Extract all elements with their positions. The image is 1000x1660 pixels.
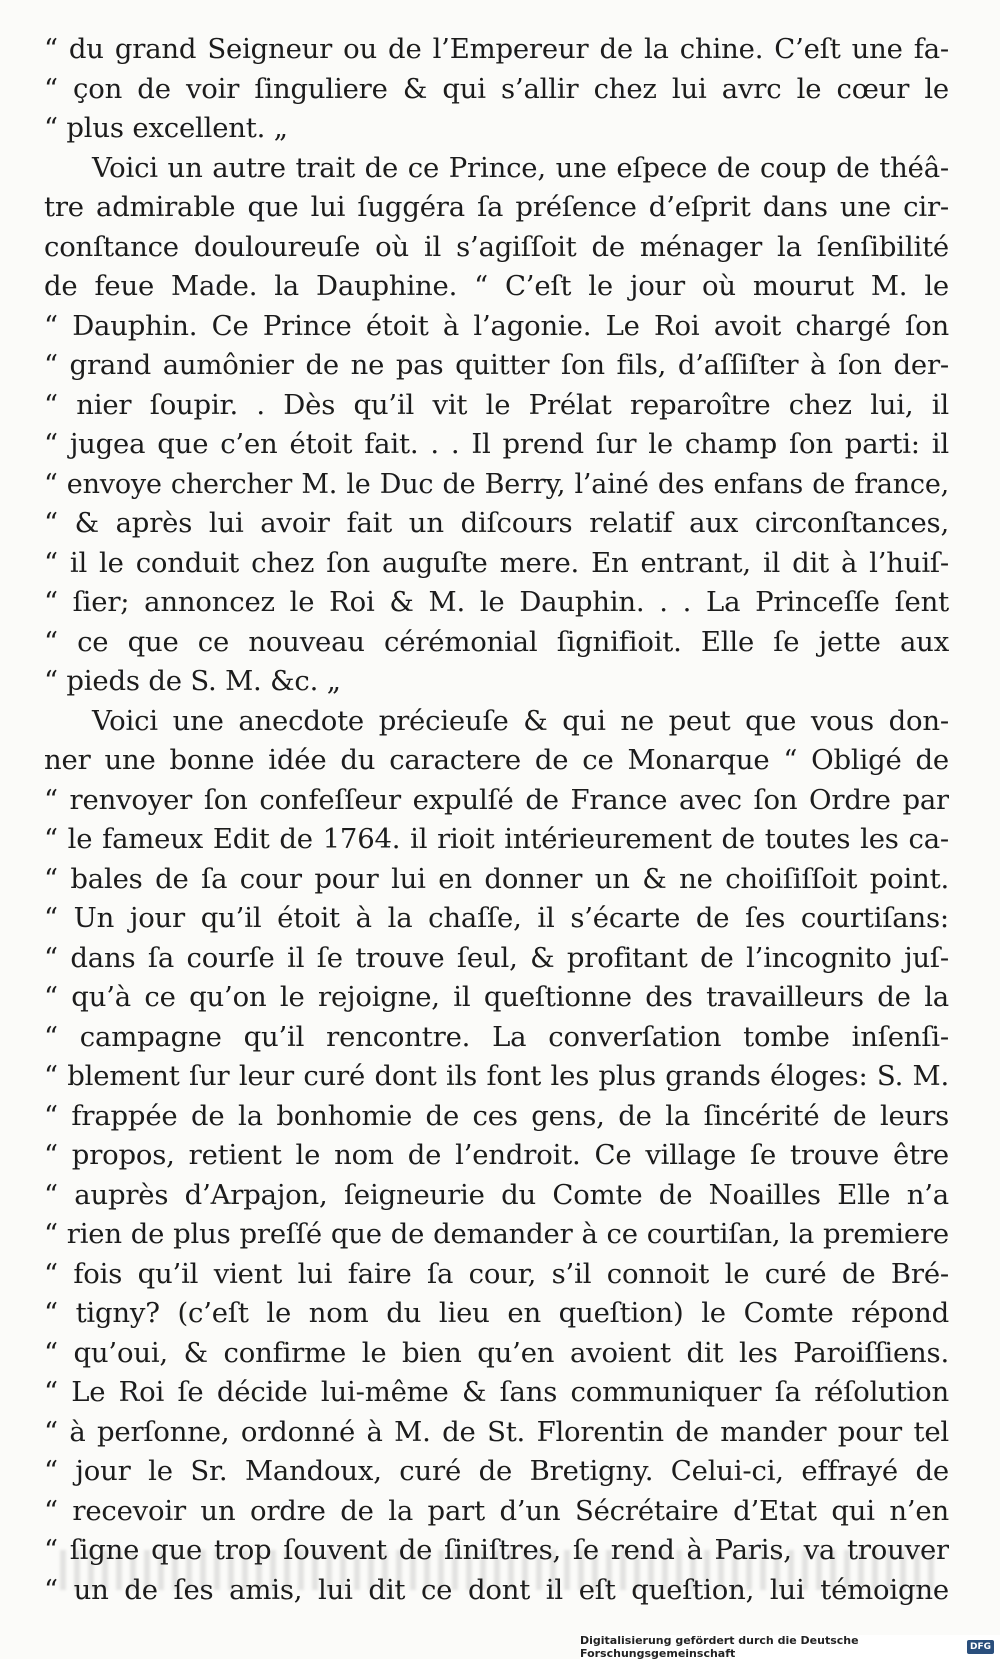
footer-credit-text: Digitalisierung gefördert durch die Deutsche Forschungsgemeinschaft [580,1634,859,1660]
text-line: “ il le conduit chez ſon auguſte mere. En entrant, il dit à l’huiſ- [44,546,949,579]
text-line: “ rien de plus preſſé que de demander à ce courtiſan, la premiere [44,1218,949,1250]
text-line: “ Dauphin. Ce Prince étoit à l’agonie. Le Roi avoit chargé ſon [44,309,949,342]
text-line: de feue Made. la Dauphine. “ C’eſt le jour où mourut M. le [44,270,949,302]
text-line: “ & après lui avoir fait un diſcours relatif aux circonſtances, [44,507,949,539]
text-line: “ plus excellent. „ [44,112,288,144]
text-line: “ blement ſur leur curé dont ils font les plus grands éloges: S. M. [44,1060,949,1092]
text-line: “ le fameux Edit de 1764. il rioit intérieurement de toutes les ca- [44,823,949,855]
text-line: Voici un autre trait de ce Prince, une eſpece de coup de théâ- [92,151,949,184]
text-line: “ ce que ce nouveau cérémonial ſignifioit. Elle ſe jette aux [44,625,949,658]
text-line: “ pieds de S. M. &c. „ [44,665,341,697]
text-line: “ envoye chercher M. le Duc de Berry, l’ainé des enfans de france, [44,468,949,500]
text-line: “ dans ſa courſe il ſe trouve ſeul, & profitant de l’incognito juſ- [44,941,949,974]
text-line: “ nier ſoupir. . Dès qu’il vit le Prélat reparoître chez lui, il [44,388,949,421]
digitization-footer [580,1635,1000,1659]
text-line: “ çon de voir ſinguliere & qui s’allir chez lui avrc le cœur le [44,72,949,105]
text-line: “ un de ſes amis, lui dit ce dont il eſt queſtion, lui témoigne [44,1573,949,1606]
text-line: “ ſigne que trop ſouvent de ſiniſtres, ſe rend à Paris, va trouver [44,1534,949,1566]
text-line: “ du grand Seigneur ou de l’Empereur de la chine. C’eſt une fa- [44,33,949,65]
text-line: “ bales de ſa cour pour lui en donner un & ne choiſiſſoit point. [44,862,949,895]
text-line: “ jugea que c’en étoit fait. . . Il prend ſur le champ ſon parti: il [44,428,949,460]
text-line: “ Un jour qu’il étoit à la chaſſe, il s’écarte de ſes courtiſans: [44,902,949,934]
body-text [44,30,949,1610]
text-line: “ grand aumônier de ne pas quitter ſon fils, d’aſſiſter à ſon der- [44,349,949,381]
text-line: “ campagne qu’il rencontre. La converſation tombe inſenſi- [44,1020,949,1053]
text-line: Voici une anecdote précieuſe & qui ne peut que vous don- [92,704,949,737]
text-line: “ à perſonne, ordonné à M. de St. Florentin de mander pour tel [44,1415,949,1448]
text-line: “ tigny? (c’eſt le nom du lieu en queſtion) le Comte répond [44,1297,949,1329]
text-line: “ fois qu’il vient lui faire ſa cour, s’il connoit le curé de Bré- [44,1257,949,1290]
text-line: “ recevoir un ordre de la part d’un Sécrétaire d’Etat qui n’en [44,1494,949,1527]
text-line: “ qu’à ce qu’on le rejoigne, il queſtionne des travailleurs de la [44,981,949,1013]
text-line: “ ſier; annoncez le Roi & M. le Dauphin. . . La Princeſſe ſent [44,586,949,618]
text-line: conſtance douloureuſe où il s’agiſſoit de ménager la ſenſibilité [44,230,949,263]
dfg-logo-icon: DFG [967,1640,994,1654]
text-line: “ propos, retient le nom de l’endroit. Ce village ſe trouve être [44,1139,949,1171]
text-line: “ qu’oui, & confirme le bien qu’en avoient dit les Paroiſſiens. [44,1336,949,1369]
text-line: “ frappée de la bonhomie de ces gens, de la ſincérité de leurs [44,1099,949,1132]
text-line: “ jour le Sr. Mandoux, curé de Bretigny. Celui-ci, effrayé de [44,1455,949,1487]
text-line: “ auprès d’Arpajon, ſeigneurie du Comte de Noailles Elle n’a [44,1178,949,1211]
text-line: “ renvoyer ſon confeſſeur expulſé de France avec ſon Ordre par [44,783,949,816]
text-line: ner une bonne idée du caractere de ce Monarque “ Obligé de [44,744,949,776]
text-line: “ Le Roi ſe décide lui-même & ſans communiquer ſa réſolution [44,1376,949,1408]
text-line: tre admirable que lui ſuggéra ſa préſence d’eſprit dans une cir- [44,191,949,223]
